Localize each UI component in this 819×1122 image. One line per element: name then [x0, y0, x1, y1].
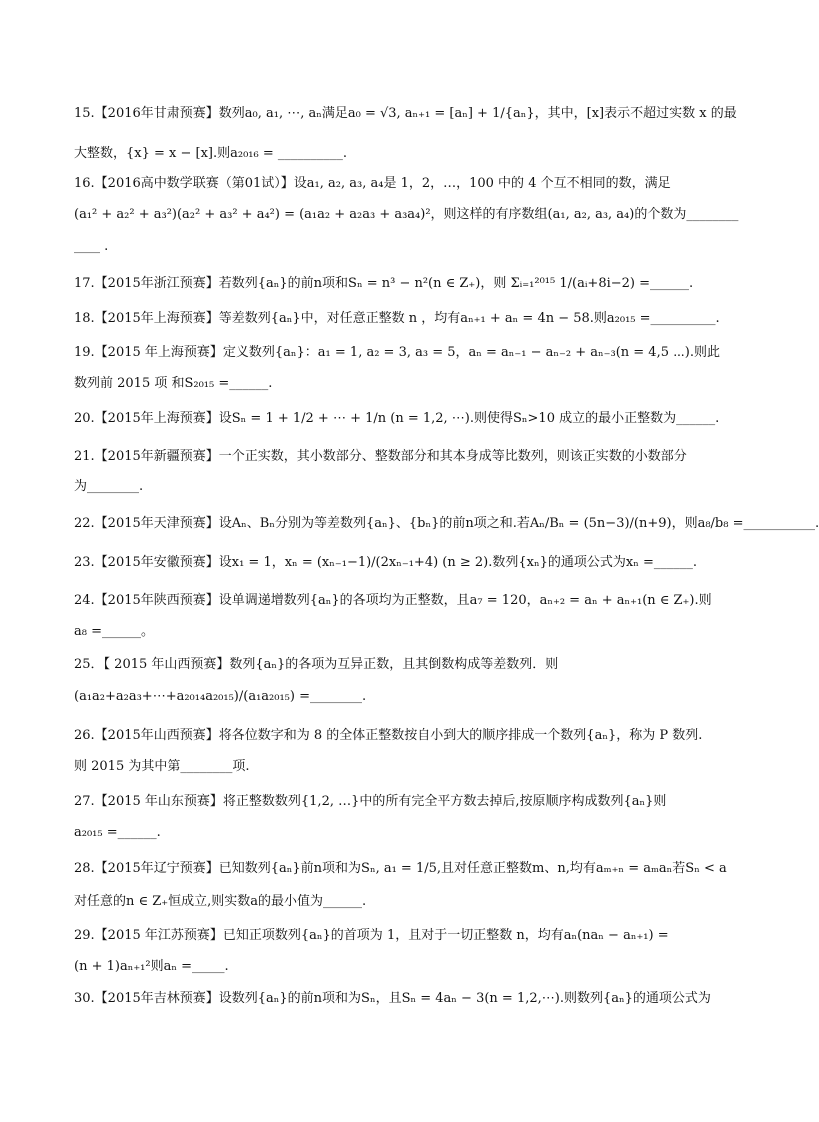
problem-27-line-1: 27.【2015 年山东预赛】将正整数数列{1,2, …}中的所有完全平方数去掉后,按原顺序构成数列{aₙ}则	[74, 794, 667, 809]
problem-26-line-1: 26.【2015年山西预赛】将各位数字和为 8 的全体正整数按自小到大的顺序排成一个数列{aₙ}，称为 P 数列.	[74, 728, 703, 743]
problem-16-line-1: 16.【2016高中数学联赛（第01试）】设a₁, a₂, a₃, a₄是 1，2，…，100 中的 4 个互不相同的数，满足	[74, 176, 671, 191]
problem-20: 20.【2015年上海预赛】设Sₙ = 1 + 1/2 + ⋯ + 1/n (n = 1,2, ⋯).则使得Sₙ>10 成立的最小正整数为______.	[74, 411, 720, 426]
problem-27-line-2: a₂₀₁₅ =______.	[74, 825, 161, 840]
problem-30-line-1: 30.【2015年吉林预赛】设数列{aₙ}的前n项和为Sₙ，且Sₙ = 4aₙ − 3(n = 1,2,⋯).则数列{aₙ}的通项公式为	[74, 991, 711, 1006]
problem-16-line-2: (a₁² + a₂² + a₃²)(a₂² + a₃² + a₄²) = (a₁a₂ + a₂a₃ + a₃a₄)²，则这样的有序数组(a₁, a₂, a₃, a₄)的个数为________	[74, 207, 739, 222]
problem-26-line-2: 则 2015 为其中第________项.	[74, 759, 250, 774]
problem-18: 18.【2015年上海预赛】等差数列{aₙ}中，对任意正整数 n ，均有aₙ₊₁ + aₙ = 4n − 58.则a₂₀₁₅ =__________.	[74, 311, 720, 326]
problem-21-line-1: 21.【2015年新疆预赛】一个正实数，其小数部分、整数部分和其本身成等比数列，则该正实数的小数部分	[74, 449, 687, 464]
problem-19-line-2: 数列前 2015 项 和S₂₀₁₅ =______.	[74, 376, 273, 391]
problem-25-line-1: 25．【 2015 年山西预赛】数列{aₙ}的各项为互异正数，且其倒数构成等差数列．则	[74, 657, 559, 672]
problem-15-line-2: 大整数，{x} = x − [x].则a₂₀₁₆ = __________.	[74, 146, 348, 161]
problem-21-line-2: 为________.	[74, 479, 144, 494]
problem-22: 22.【2015年天津预赛】设Aₙ、Bₙ分别为等差数列{aₙ}、{bₙ}的前n项之和.若Aₙ/Bₙ = (5n−3)/(n+9)，则a₈/b₈ =___________.	[74, 516, 819, 531]
problem-25-line-2: (a₁a₂+a₂a₃+⋯+a₂₀₁₄a₂₀₁₅)/(a₁a₂₀₁₅) =________.	[74, 689, 367, 704]
problem-29-line-2: (n + 1)aₙ₊₁²则aₙ =_____.	[74, 959, 229, 974]
problem-23: 23.【2015年安徽预赛】设x₁ = 1，xₙ = (xₙ₋₁−1)/(2xₙ₋₁+4) (n ≥ 2).数列{xₙ}的通项公式为xₙ =______.	[74, 555, 697, 570]
problem-29-line-1: 29.【2015 年江苏预赛】已知正项数列{aₙ}的首项为 1，且对于一切正整数 n，均有aₙ(naₙ − aₙ₊₁) =	[74, 928, 669, 943]
problem-24-line-1: 24.【2015年陕西预赛】设单调递增数列{aₙ}的各项均为正整数，且a₇ = 120，aₙ₊₂ = aₙ + aₙ₊₁(n ∈ Z₊).则	[74, 593, 712, 608]
problem-17: 17.【2015年浙江预赛】若数列{aₙ}的前n项和Sₙ = n³ − n²(n ∈ Z₊)，则 Σᵢ₌₁²⁰¹⁵ 1/(aᵢ+8i−2) =______.	[74, 276, 694, 291]
problem-16-line-3: ____ .	[74, 239, 109, 254]
problem-19-line-1: 19.【2015 年上海预赛】定义数列{aₙ}：a₁ = 1, a₂ = 3, a₃ = 5，aₙ = aₙ₋₁ − aₙ₋₂ + aₙ₋₃(n = 4,5 ⋯).则此	[74, 345, 721, 360]
problem-24-line-2: a₈ =______。	[74, 624, 154, 639]
problem-28-line-1: 28.【2015年辽宁预赛】已知数列{aₙ}前n项和为Sₙ, a₁ = 1/5,且对任意正整数m、n,均有aₘ₊ₙ = aₘaₙ若Sₙ < a	[74, 861, 727, 876]
problem-15-line-1: 15.【2016年甘肃预赛】数列a₀, a₁, ⋯, aₙ满足a₀ = √3, aₙ₊₁ = [aₙ] + 1/{aₙ}，其中，[x]表示不超过实数 x 的最	[74, 106, 737, 121]
problem-28-line-2: 对任意的n ∈ Z₊恒成立,则实数a的最小值为______.	[74, 894, 367, 909]
